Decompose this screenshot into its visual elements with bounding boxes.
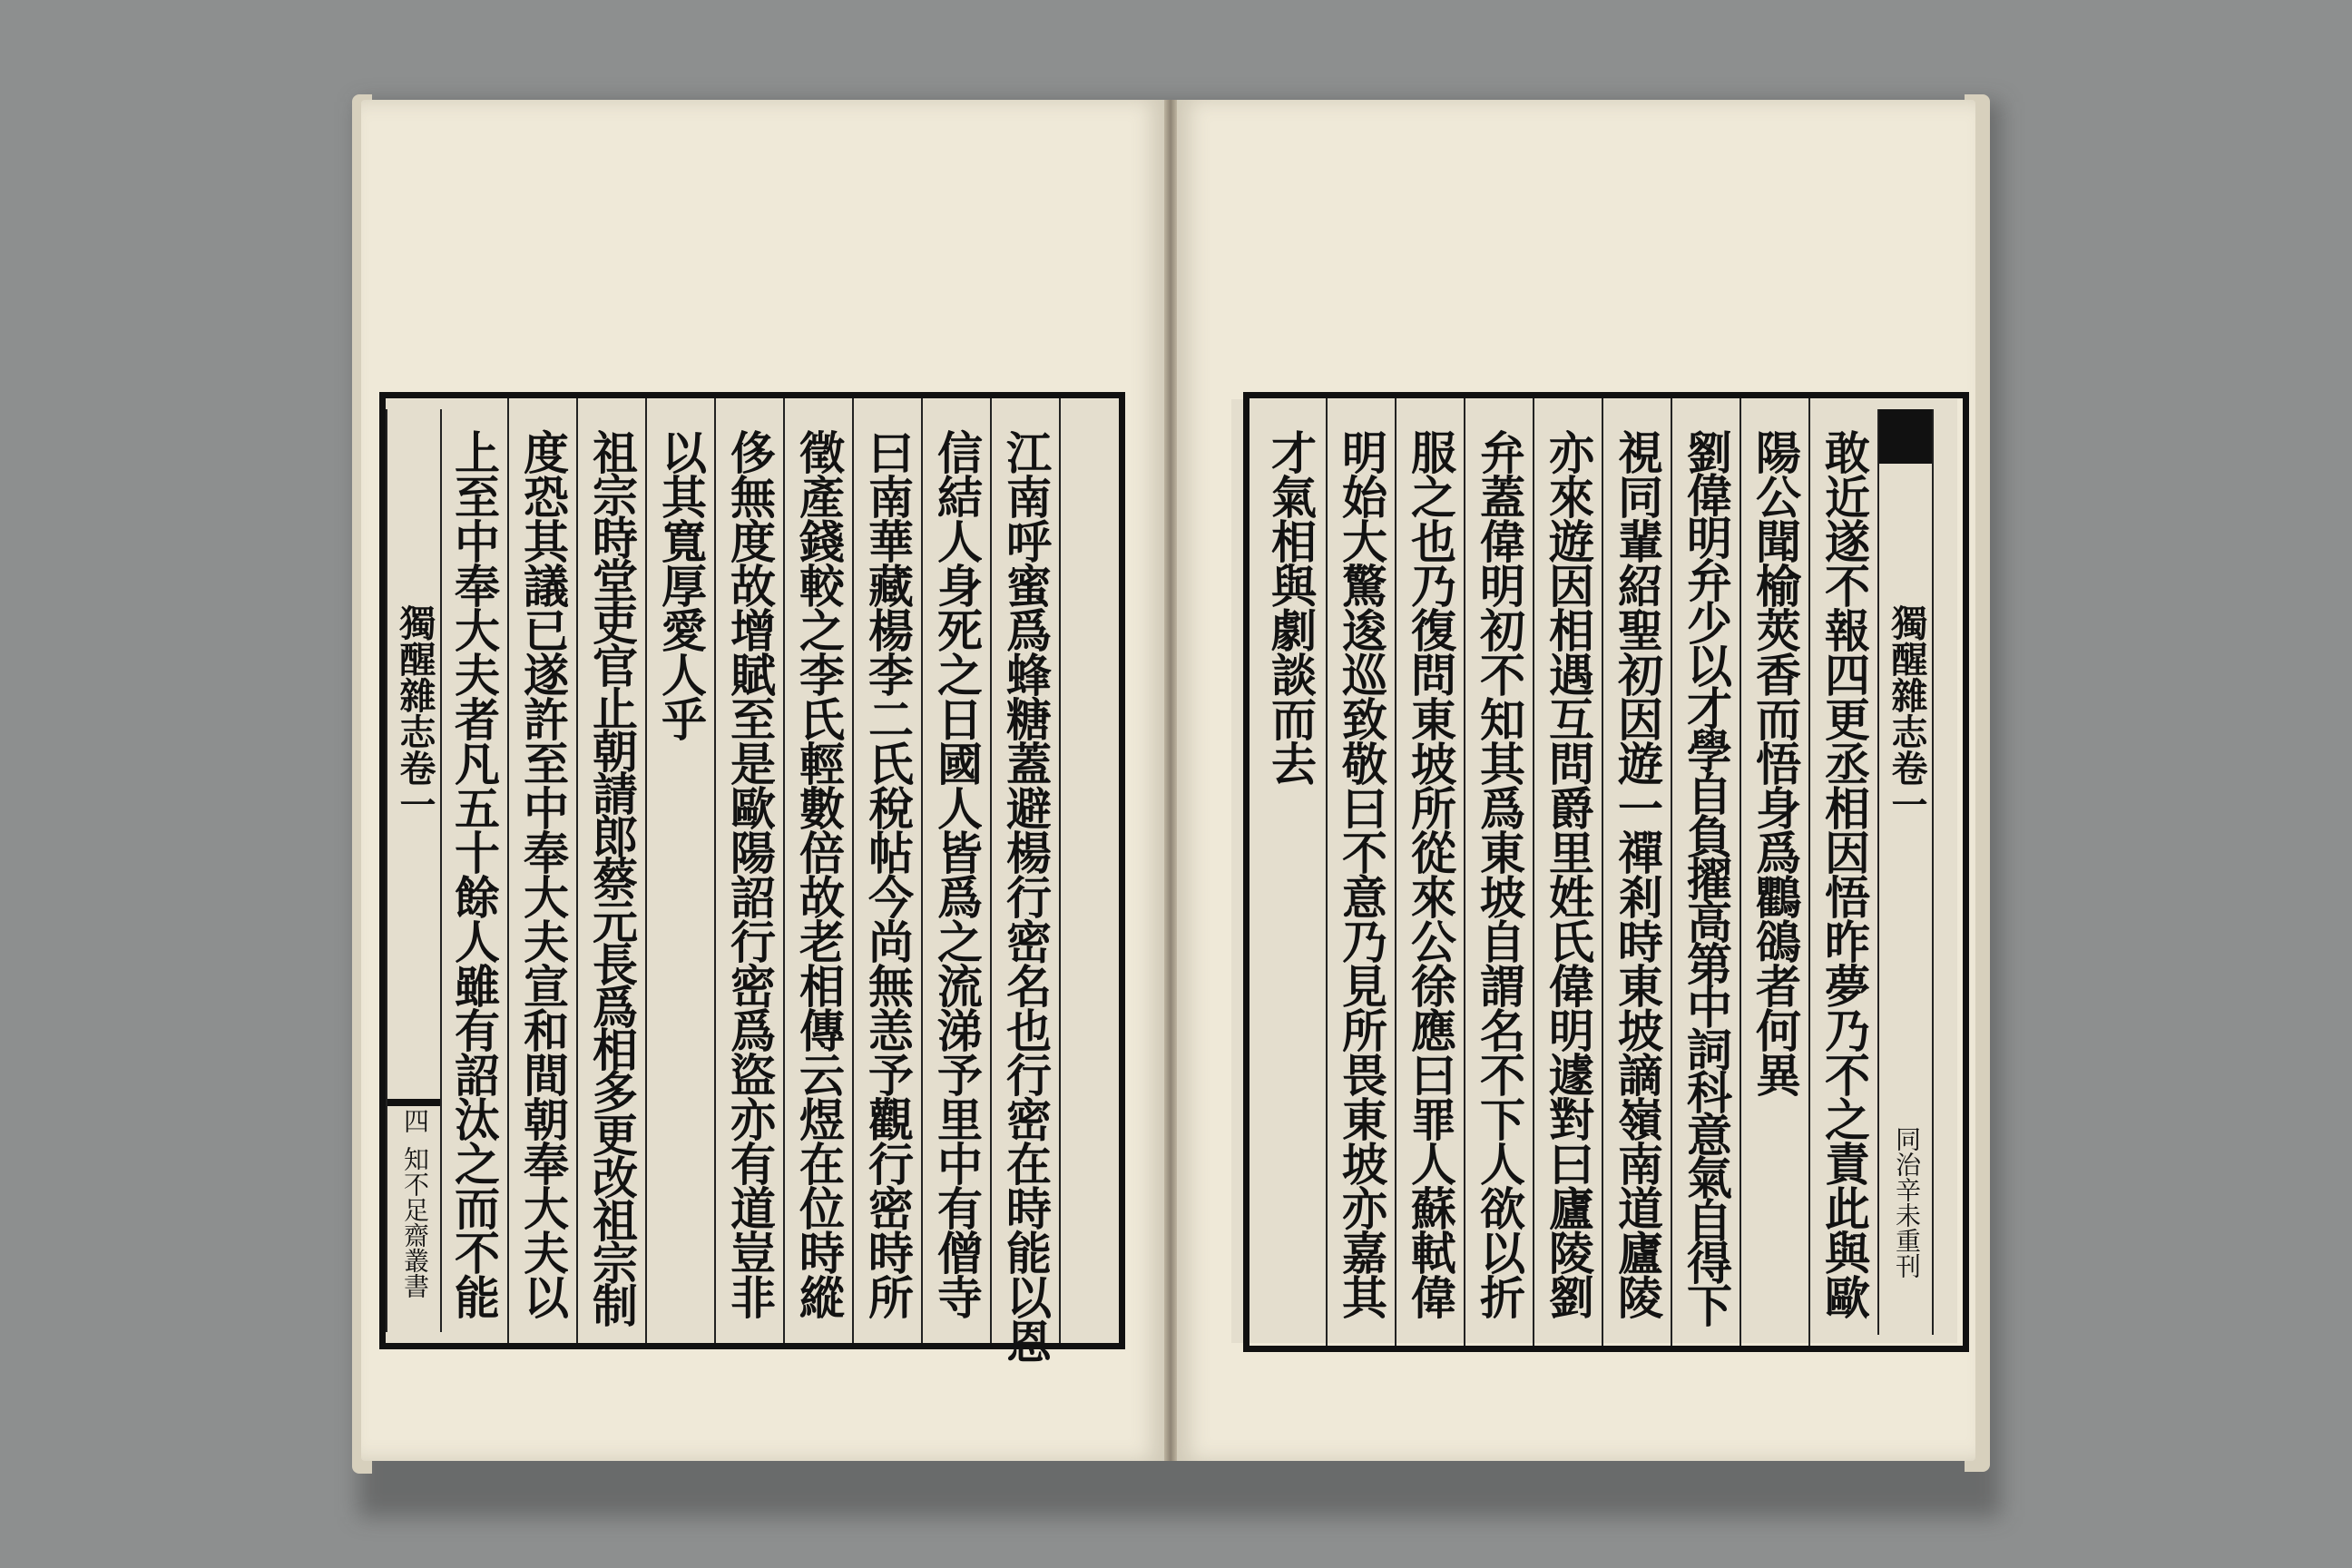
left-column-4 (785, 409, 852, 1332)
left-column-1-text: 江南呼蜜爲蜂糖蓋避楊行密名也行密在時能以恩 (999, 429, 1053, 1363)
left-column-2 (923, 409, 990, 1332)
left-column-9 (440, 409, 507, 1332)
right-text-frame (1243, 392, 1969, 1352)
left-fold-title: 獨醒雜志卷一 (394, 604, 436, 822)
left-fold-block (387, 1099, 440, 1106)
right-edition-label: 同治辛未重刊 (1892, 1126, 1922, 1279)
right-column-3-text: 劉偉明弁少以才學自負擢高第中詞科意氣自得下 (1680, 429, 1733, 1325)
left-column-4-text: 徵產錢較之李氏輕數倍故老相傳云煜在位時縱 (792, 429, 846, 1318)
left-folio-number: 四 (400, 1108, 430, 1133)
right-column-2-text: 陽公聞榆莢香而悟身爲鸜鵒者何異 (1749, 429, 1802, 1096)
left-column-8 (509, 409, 576, 1332)
right-column-1-text: 敢近遂不報四更丞相因悟昨夢乃不之責此與歐 (1818, 429, 1871, 1318)
right-fold-column (1877, 409, 1934, 1335)
right-column-6 (1465, 409, 1533, 1335)
left-column-8-text: 度恐其議已遂許至中奉大夫宣和間朝奉大夫以 (516, 429, 570, 1318)
right-column-4 (1603, 409, 1671, 1335)
left-column-1 (992, 409, 1059, 1363)
left-column-3-text: 曰南華藏楊李二氏稅帖今尚無恙予觀行密時所 (861, 429, 915, 1318)
left-column-5 (716, 409, 783, 1332)
right-column-7 (1396, 409, 1464, 1335)
right-column-9-text: 才氣相與劇談而去 (1264, 429, 1318, 785)
left-column-6 (647, 409, 714, 1332)
right-column-8 (1328, 409, 1395, 1335)
right-column-4-text: 視同輩紹聖初因遊一禪剎時東坡謫嶺南道廬陵 (1611, 429, 1664, 1318)
left-column-3 (854, 409, 921, 1332)
left-text-frame (379, 392, 1125, 1363)
right-column-9 (1257, 409, 1324, 1335)
book-gutter (1164, 100, 1177, 1461)
right-column-8-text: 明始大驚逡巡致敬曰不意乃見所畏東坡亦嘉其 (1335, 429, 1388, 1318)
right-column-3 (1672, 409, 1740, 1335)
right-fold-title: 獨醒雜志卷一 (1886, 604, 1928, 822)
left-column-2-text: 信結人身死之日國人皆爲之流涕予里中有僧寺 (930, 429, 984, 1318)
left-column-6-text: 以其寬厚愛人乎 (654, 429, 708, 740)
left-column-5-text: 侈無度故增賦至是歐陽詔行密爲盜亦有道豈非 (723, 429, 777, 1318)
right-column-7-text: 服之也乃復問東坡所從來公徐應曰罪人蘇軾偉 (1404, 429, 1457, 1318)
left-column-7-text: 祖宗時堂吏官止朝請郎蔡元長爲相多更改祖宗制 (585, 429, 639, 1325)
left-rule (1059, 398, 1061, 1343)
left-fold-column (386, 409, 442, 1332)
left-column-9-text: 上至中奉大夫者凡五十餘人雖有詔汰之而不能 (447, 429, 501, 1318)
right-column-2 (1741, 409, 1808, 1335)
right-column-5 (1534, 409, 1602, 1335)
left-column-7 (578, 409, 645, 1332)
left-publisher-label: 知不足齋叢書 (400, 1146, 430, 1298)
right-column-6-text: 弁蓋偉明初不知其爲東坡自謂名不下人欲以折 (1473, 429, 1526, 1318)
right-fold-top-block (1879, 409, 1932, 464)
right-column-1 (1810, 409, 1877, 1335)
right-column-5-text: 亦來遊因相遇互問爵里姓氏偉明遽對曰廬陵劉 (1542, 429, 1595, 1318)
